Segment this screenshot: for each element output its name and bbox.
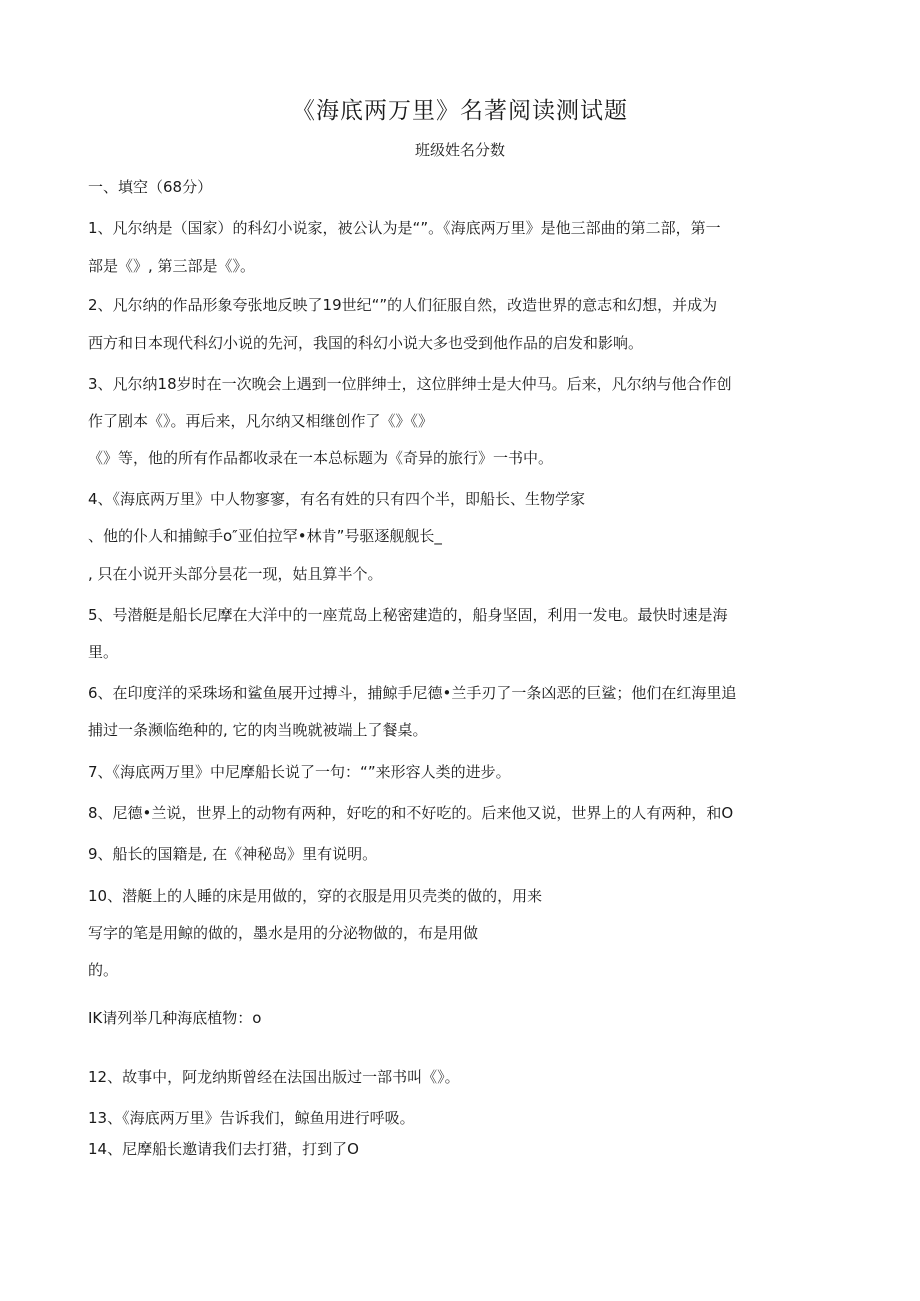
text-line: 5、号潜艇是船长尼摩在大洋中的一座荒岛上秘密建造的，船身坚固，利用一发电。最快时速是海 [88, 606, 728, 624]
text-line: 10、潜艇上的人睡的床是用做的，穿的衣服是用贝壳类的做的，用来 [88, 887, 543, 905]
text-line: 捕过一条濒临绝种的, 它的肉当晚就被端上了餐桌。 [88, 721, 428, 739]
text-line: 14、尼摩船长邀请我们去打猎，打到了O [88, 1140, 359, 1158]
text-line: 2、凡尔纳的作品形象夸张地反映了19世纪“”的人们征服自然，改造世界的意志和幻想，并成为 [88, 296, 718, 314]
text-line: 9、船长的国籍是, 在《神秘岛》里有说明。 [88, 845, 378, 863]
document-subtitle: 班级姓名分数 [414, 141, 505, 159]
document-title: 《海底两万里》名著阅读测试题 [292, 98, 628, 124]
text-line: 里。 [88, 643, 119, 661]
text-line: 13、《海底两万里》告诉我们，鲸鱼用进行呼吸。 [88, 1109, 415, 1127]
text-line: 7、《海底两万里》中尼摩船长说了一句：“”来形容人类的进步。 [88, 763, 511, 781]
text-line: IK请列举几种海底植物：o [88, 1009, 262, 1027]
text-line: , 只在小说开头部分昙花一现，姑且算半个。 [88, 565, 383, 583]
text-line: 12、故事中，阿龙纳斯曾经在法国出版过一部书叫《》。 [88, 1068, 460, 1086]
text-line: 3、凡尔纳18岁时在一次晚会上遇到一位胖绅士，这位胖绅士是大仲马。后来，凡尔纳与他合作创 [88, 375, 732, 393]
text-line: 6、在印度洋的采珠场和鲨鱼展开过搏斗，捕鲸手尼德•兰手刃了一条凶恶的巨鲨；他们在红海里追 [88, 684, 737, 702]
text-line: 部是《》, 第三部是《》。 [88, 257, 256, 275]
text-line: 1、凡尔纳是（国家）的科幻小说家，被公认为是“”。《海底两万里》是他三部曲的第二部，第一 [88, 219, 721, 237]
text-line: 8、尼德•兰说，世界上的动物有两种，好吃的和不好吃的。后来他又说，世界上的人有两种，和O [88, 804, 734, 822]
text-line: 4、《海底两万里》中人物寥寥，有名有姓的只有四个半，即船长、生物学家 [88, 490, 586, 508]
text-line: 西方和日本现代科幻小说的先河，我国的科幻小说大多也受到他作品的启发和影响。 [88, 334, 644, 352]
section-heading: 一、填空（68分） [88, 178, 213, 196]
text-line: 写字的笔是用鲸的做的，墨水是用的分泌物做的，布是用做 [88, 924, 479, 942]
text-line: 作了剧本《》。再后来，凡尔纳又相继创作了《》《》 [88, 412, 434, 430]
text-line: 、他的仆人和捕鲸手o″亚伯拉罕•林肯”号驱逐舰舰长_ [88, 527, 442, 545]
text-line: 《》等，他的所有作品都收录在一本总标题为《奇异的旅行》一书中。 [88, 449, 554, 467]
text-line: 的。 [88, 961, 119, 979]
